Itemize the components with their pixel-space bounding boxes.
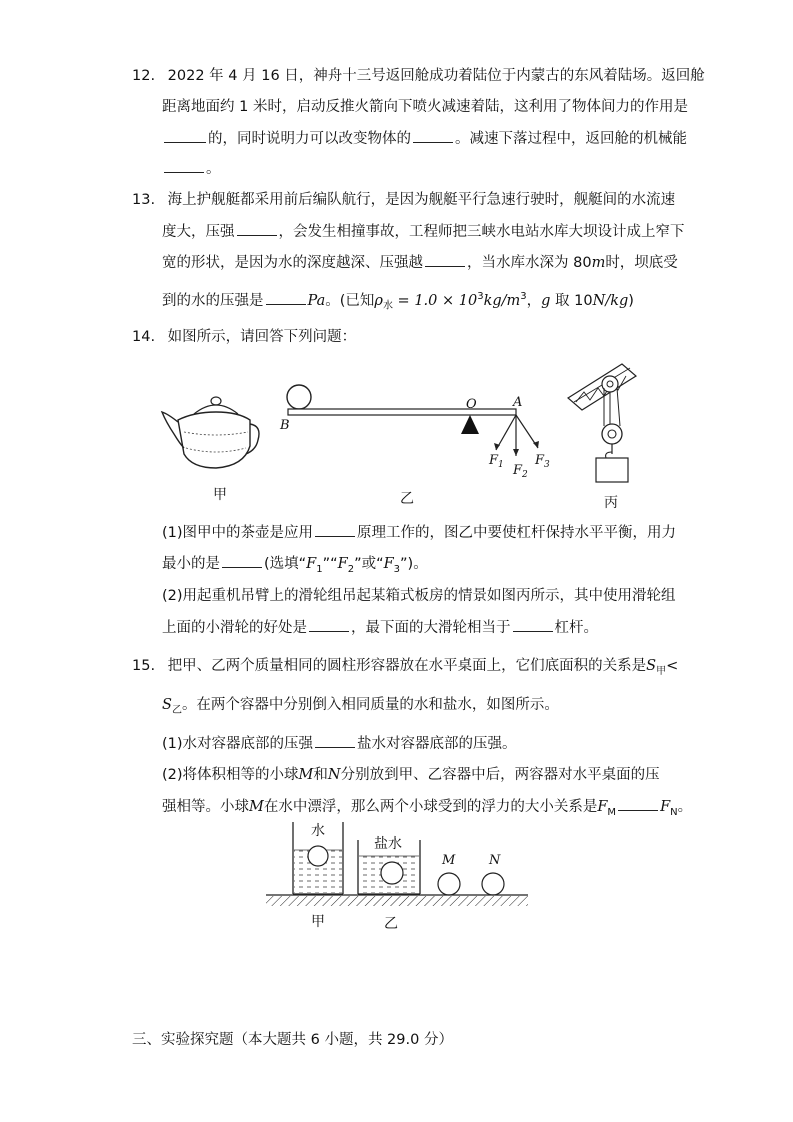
q15-FN-sub: N xyxy=(670,806,678,818)
q14-blank-3[interactable] xyxy=(309,617,349,632)
q13-number: 13. xyxy=(132,192,156,208)
label-water: 水 xyxy=(311,823,325,839)
q12-text-1: 2022 年 4 月 16 日，神舟十三号返回舱成功着陆位于内蒙古的东风着陆场。返回舱 xyxy=(167,68,705,84)
q13-formula-exp: 3 xyxy=(477,291,484,302)
q15-p1a: (1)水对容器底部的压强 xyxy=(162,736,314,752)
q13-line3 xyxy=(162,252,678,273)
fig-caption-yi: 乙 xyxy=(400,491,414,507)
q14-intro: 如图所示，请回答下列问题： xyxy=(167,329,357,345)
q14-line1 xyxy=(132,327,356,347)
q14-opt-F2: F xyxy=(337,556,348,572)
q15-p2f: 。 xyxy=(677,799,693,815)
lever-figure xyxy=(280,380,570,485)
q14-p1c: 最小的是 xyxy=(162,556,220,572)
q13-g: g xyxy=(541,292,551,309)
q13-text-1: 海上护舰艇都采用前后编队航行，是因为舰艇平行急速行驶时，舰艇间的水流速 xyxy=(167,192,676,208)
q12-blank-2[interactable] xyxy=(413,128,453,143)
label-brine: 盐水 xyxy=(374,836,402,852)
q13-text-2b: ，会发生相撞事故，工程师把三峡水电站水库大坝设计成上窄下 xyxy=(278,224,685,240)
q15-S-jia: S xyxy=(646,658,657,674)
q14-p1e: ”“ xyxy=(322,556,338,572)
q14-p2c: ，最下面的大滑轮相当于 xyxy=(351,620,511,636)
q14-p1a: (1)图甲中的茶壶是应用 xyxy=(162,525,314,541)
q14-opt-F1: F xyxy=(306,556,317,572)
q14-p1-line1 xyxy=(162,522,676,543)
q15-S-jia-sub: 甲 xyxy=(656,665,667,677)
q13-formula-exp2: 3 xyxy=(520,291,527,302)
q13-text-3c: 时，坝底受 xyxy=(605,255,678,271)
containers-figure xyxy=(266,818,530,933)
q13-line2 xyxy=(162,221,685,242)
q13-text-3b: ，当水库水深为 80 xyxy=(467,255,592,271)
q15-text-1: 把甲、乙两个质量相同的圆柱形容器放在水平桌面上，它们底面积的关系是 xyxy=(167,658,647,674)
teapot-figure xyxy=(160,392,260,472)
q12-line3 xyxy=(162,128,687,149)
label-F1: $F_1$ xyxy=(489,453,504,470)
q13-text-3a: 宽的形状，是因为水的深度越深、压强越 xyxy=(162,255,423,271)
q14-p2-line2 xyxy=(162,617,598,638)
q13-rho: ρ xyxy=(374,292,383,309)
label-yi: 乙 xyxy=(384,916,398,932)
q13-text-4c: ， xyxy=(526,292,542,309)
q14-blank-1[interactable] xyxy=(315,522,355,537)
q13-formula-a: = 1.0 × 10 xyxy=(392,292,478,309)
q13-blank-1[interactable] xyxy=(237,221,277,236)
label-O: O xyxy=(466,397,477,412)
q13-text-2a: 度大，压强 xyxy=(162,224,235,240)
q15-FM: F xyxy=(597,799,608,815)
q13-line1 xyxy=(132,190,675,210)
label-F2: $F_2$ xyxy=(513,463,528,480)
crane-pulley-figure xyxy=(560,362,650,487)
q14-p2d: 杠杆。 xyxy=(554,620,598,636)
q15-S-yi: S xyxy=(162,697,172,713)
q15-FM-sub: M xyxy=(607,806,617,818)
q15-text-2: 。在两个容器中分别倒入相同质量的水和盐水，如图所示。 xyxy=(181,697,559,713)
q13-unit-pa: Pa xyxy=(307,292,326,309)
q13-blank-3[interactable] xyxy=(266,290,306,305)
q12-blank-3[interactable] xyxy=(164,158,204,173)
q15-S-yi-sub: 乙 xyxy=(171,704,182,716)
q13-text-4f: ) xyxy=(628,292,634,309)
q14-p1f: ”或“ xyxy=(354,556,384,572)
q15-N: N xyxy=(327,767,341,783)
q15-p2-line1 xyxy=(162,765,660,785)
label-F3: $F_3$ xyxy=(535,453,550,470)
q14-p2b: 上面的小滑轮的好处是 xyxy=(162,620,307,636)
q13-line4 xyxy=(162,287,634,317)
q14-blank-2[interactable] xyxy=(222,553,262,568)
label-ball-N: N xyxy=(489,853,501,868)
q12-blank-1[interactable] xyxy=(164,128,206,143)
q15-M-2: M xyxy=(249,799,264,815)
q14-opt-F3-sub: 3 xyxy=(393,563,401,575)
q14-p1-line2 xyxy=(162,553,428,580)
q13-text-4d: 取 10 xyxy=(550,292,593,309)
q12-line4 xyxy=(162,158,221,179)
q15-p2b: 和 xyxy=(313,767,328,783)
q15-p2c: 分别放到甲、乙容器中后，两容器对水平桌面的压 xyxy=(340,767,660,783)
q12-line2: 距离地面约 1 米时，启动反推火箭向下喷火减速着陆，这利用了物体间力的作用是 xyxy=(162,99,688,115)
q12-line1 xyxy=(132,66,705,86)
q15-FN: F xyxy=(660,799,671,815)
q15-p2a: (2)将体积相等的小球 xyxy=(162,767,299,783)
q15-line2 xyxy=(162,695,559,721)
q13-text-4b: 。(已知 xyxy=(325,292,375,309)
q13-blank-2[interactable] xyxy=(425,252,465,267)
fig-caption-jia: 甲 xyxy=(213,487,227,503)
q14-number: 14. xyxy=(132,329,156,345)
q13-text-4a: 到的水的压强是 xyxy=(162,292,264,309)
q13-rho-sub: 水 xyxy=(382,300,393,312)
q12-text-3b: 。减速下落过程中，返回舱的机械能 xyxy=(455,131,687,147)
q12-number: 12. xyxy=(132,68,156,84)
q15-p1 xyxy=(162,733,517,754)
q13-unit-m: m xyxy=(591,255,606,271)
q15-blank-2[interactable] xyxy=(618,796,658,811)
fig-caption-bing: 丙 xyxy=(604,495,618,511)
label-B: B xyxy=(280,418,290,433)
q12-text-3a: 的，同时说明力可以改变物体的 xyxy=(208,131,411,147)
q12-text-4: 。 xyxy=(206,161,221,177)
q14-p1g: ”)。 xyxy=(400,556,428,572)
label-ball-M: M xyxy=(442,853,456,868)
q15-lt: < xyxy=(666,658,679,674)
q14-p1d: (选填“ xyxy=(264,556,307,572)
q13-unit-nkg: N/kg xyxy=(592,292,629,309)
q15-p2e: 在水中漂浮，那么两个小球受到的浮力的大小关系是 xyxy=(263,799,598,815)
q14-blank-4[interactable] xyxy=(513,617,553,632)
q14-opt-F1-sub: 1 xyxy=(316,563,323,575)
q15-number: 15. xyxy=(132,658,156,674)
q15-M: M xyxy=(298,767,314,783)
q14-p2-line1: (2)用起重机吊臂上的滑轮组吊起某箱式板房的情景如图丙所示，其中使用滑轮组 xyxy=(162,588,676,604)
q15-p2d: 强相等。小球 xyxy=(162,799,249,815)
q14-p1b: 原理工作的，图乙中要使杠杆保持水平平衡，用力 xyxy=(357,525,677,541)
q15-blank-1[interactable] xyxy=(315,733,355,748)
q14-opt-F2-sub: 2 xyxy=(347,563,355,575)
q14-opt-F3: F xyxy=(383,556,394,572)
section-3-heading: 三、实验探究题（本大题共 6 小题，共 29.0 分） xyxy=(132,1032,453,1048)
q15-line1 xyxy=(132,656,678,682)
q13-formula-b: kg/m xyxy=(483,292,521,309)
label-jia: 甲 xyxy=(311,914,325,930)
q15-p1b: 盐水对容器底部的压强。 xyxy=(357,736,517,752)
label-A: A xyxy=(513,395,523,410)
